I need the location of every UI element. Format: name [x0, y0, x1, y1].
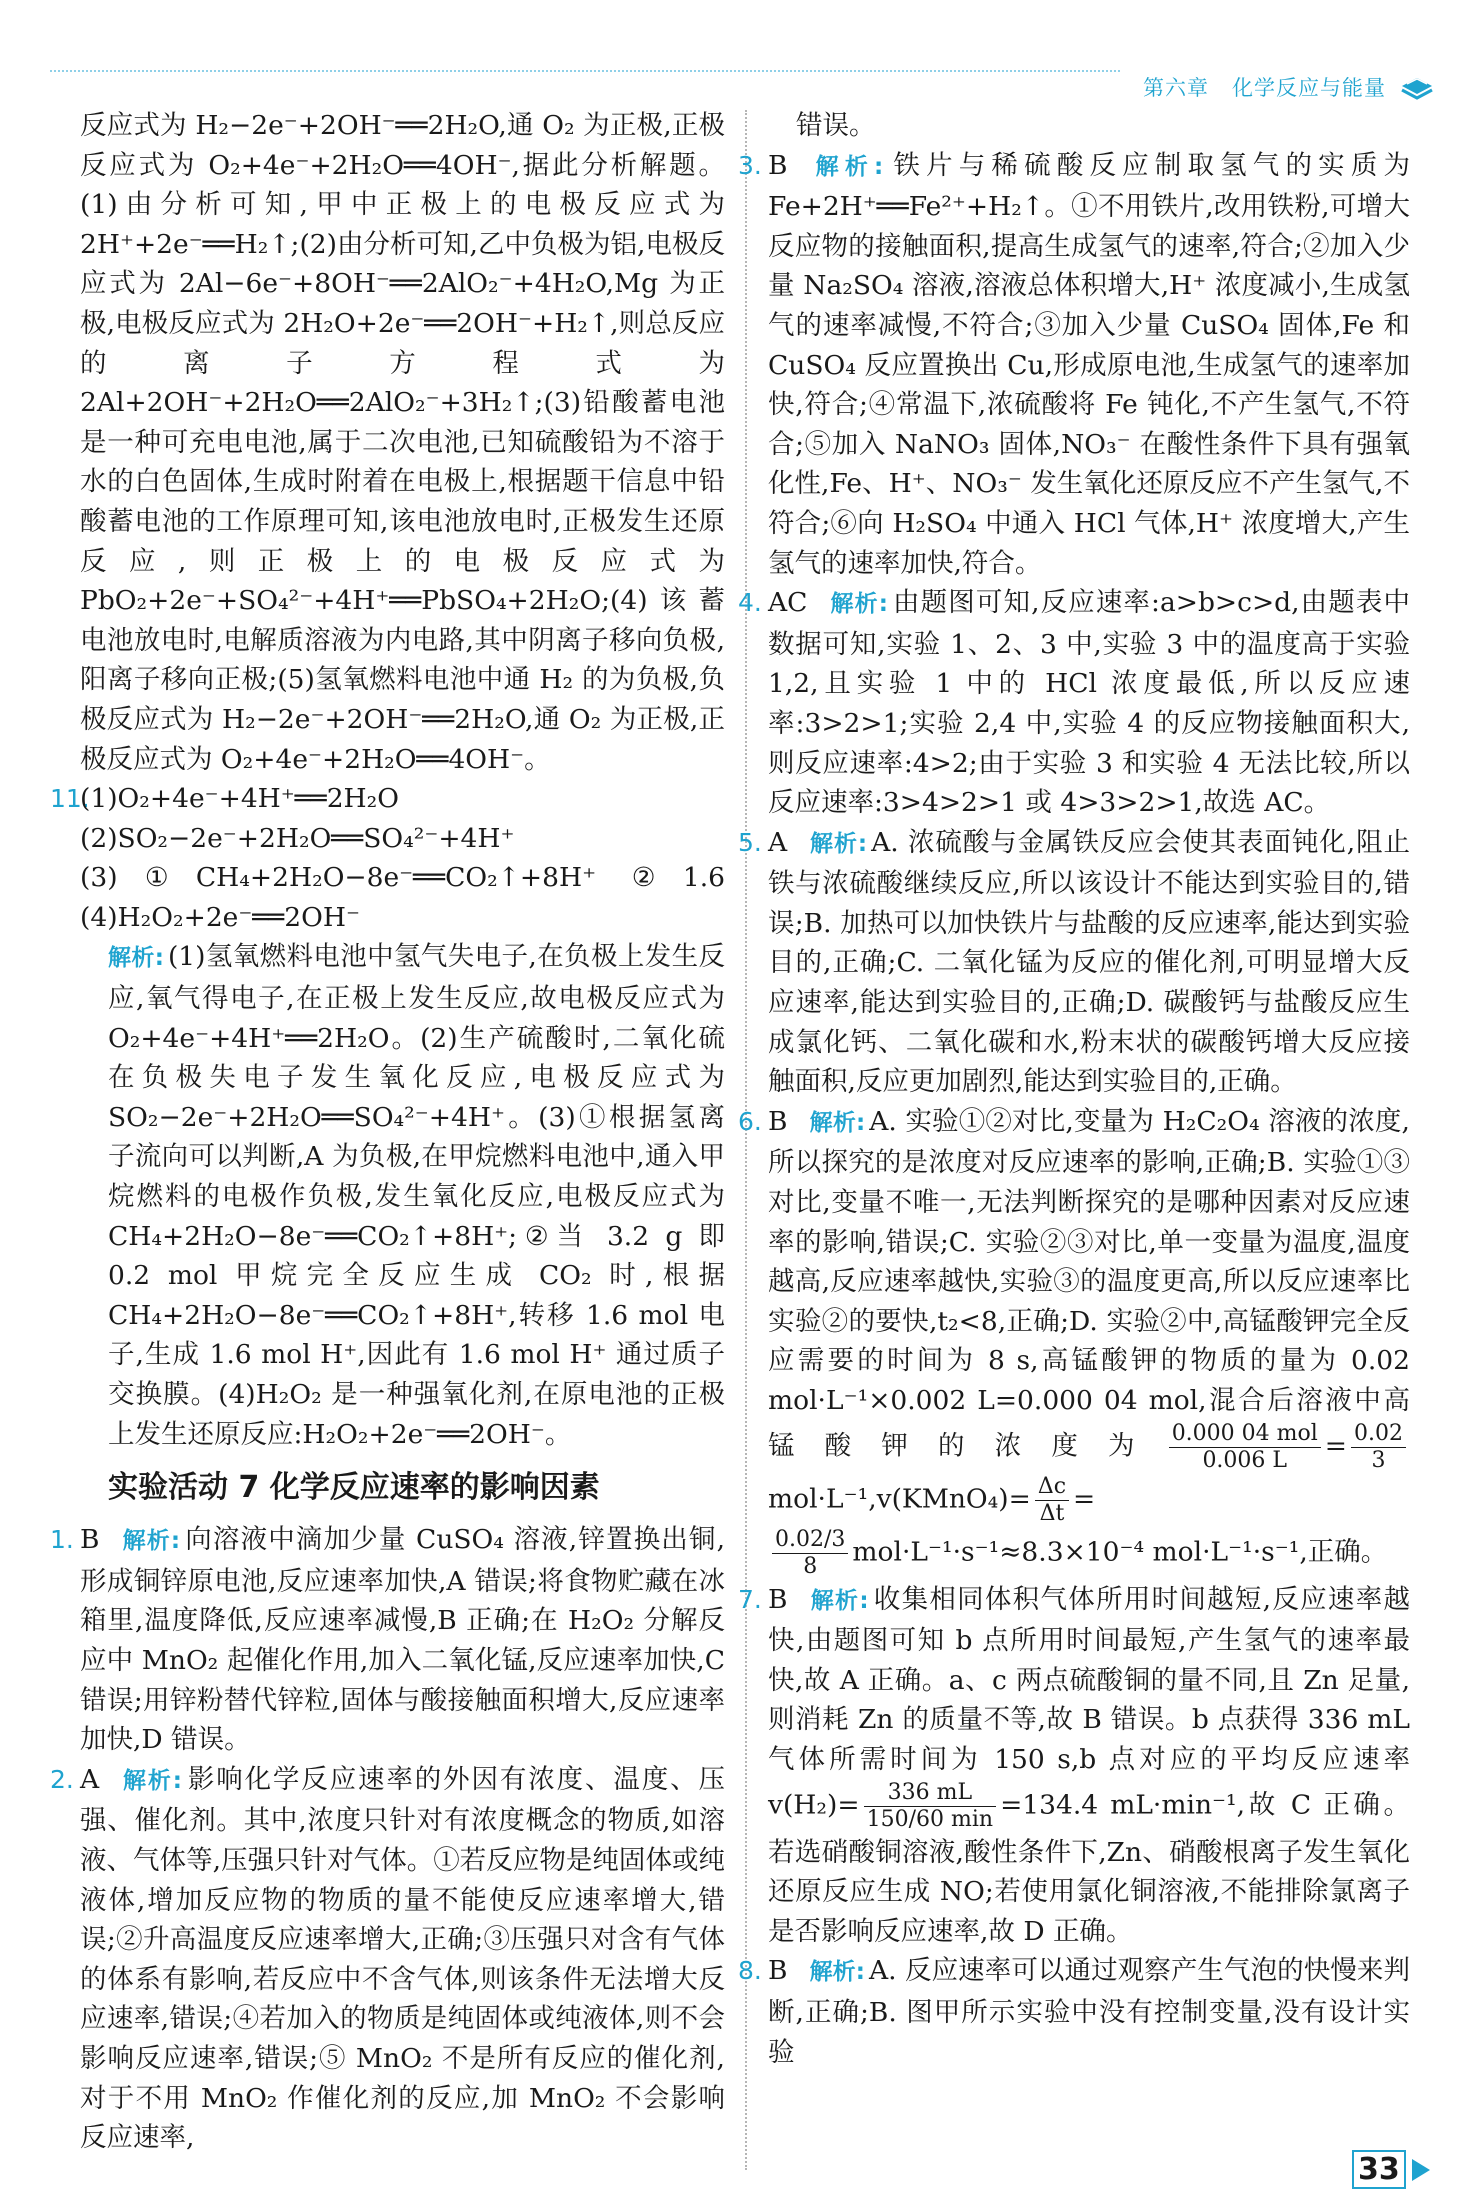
analysis-text: 134.4 mL·min⁻¹,故 C 正确。若选硝酸铜溶液,酸性条件下,Zn、硝酸根离子发生氧化还原反应生成 NO;若使用氯化铜溶液,不能排除氯离子是否影响反应速率,故 D 正确。 [768, 1789, 1410, 1947]
header-chapter-title [1143, 72, 1386, 102]
fraction-denominator: 150/60 min [866, 1806, 994, 1832]
fraction-numerator: 0.02/3 [772, 1527, 848, 1554]
left-column [50, 106, 726, 2158]
page-number: 33 [1352, 2150, 1406, 2189]
analysis-text: mol·L⁻¹,v(KMnO₄)= [768, 1483, 1031, 1515]
analysis-text: (1)氢氧燃料电池中氢气失电子,在负极上发生反应,氧气得电子,在正极上发生反应,故电极反应式为 O₂+4e⁻+4H⁺══2H₂O。(2)生产硫酸时,二氧化硫在负极失电子发生氧化反应,电极反应式为 SO₂−2e⁻+2H₂O══SO₄²⁻+4H⁺。(3)①根据氢离子流向可以判断,A 为负极,在甲烷燃料电池中,通入甲烷燃料的电极作负极,发生氧化反应,电极反应式为 CH₄+2H₂O−8e⁻══CO₂↑+8H⁺;②当 3.2 g 即 0.2 mol 甲烷完全反应生成 CO₂ 时,根据 CH₄+2H₂O−8e⁻══CO₂↑+8H⁺,转移 1.6 mol 电子,生成 1.6 mol H⁺,因此有 1.6 mol H⁺ 通过质子交换膜。(4)H₂O₂ 是一种强氧化剂,在原电池的正极上发生还原反应:H₂O₂+2e⁻══2OH⁻。 [108, 941, 726, 1450]
chapter-label: 第六章 [1142, 76, 1209, 100]
question-4 [738, 583, 1410, 823]
analysis-label: 解析: [121, 1528, 181, 1555]
question-11-analysis [80, 937, 725, 1454]
right-column [738, 106, 1411, 2072]
question-number: 4. [738, 588, 762, 618]
fraction [1351, 1421, 1406, 1474]
analysis-label: 解析: [121, 1767, 182, 1794]
analysis-text: A. 浓硫酸与金属铁反应会使其表面钝化,阻止铁与浓硫酸继续反应,所以该设计不能达到实验目的,错误;B. 加热可以加快铁片与盐酸的反应速率,能达到实验目的,正确;C. 二氧化锰为反应的催化剂,可明显增大反应速率,能达到实验目的,正确;D. 碳酸钙与盐酸反应生成氯化钙、二氧化碳和水,粉末状的碳酸钙增大反应接触面积,反应更加剧烈,能达到实验目的,正确。 [768, 826, 1410, 1098]
fraction-numerator: 0.000 04 mol [1169, 1421, 1321, 1448]
analysis-text: A. 反应速率可以通过观察产生气泡的快慢来判断,正确;B. 图甲所示实验中没有控制变量,没有设计实验 [768, 1955, 1411, 2068]
question-11 [50, 779, 725, 937]
question-number: 8. [738, 1956, 762, 1986]
answer: B [768, 1105, 788, 1137]
answer: AC [768, 587, 808, 619]
question-8 [738, 1951, 1411, 2072]
question-number: 1. [50, 1525, 74, 1555]
question-number: 7. [738, 1584, 762, 1614]
answer: (1)O₂+4e⁻+4H⁺══2H₂O (2)SO₂−2e⁻+2H₂O══SO₄²⁻+4H⁺ (3)①CH₄+2H₂O−8e⁻══CO₂↑+8H⁺ ②1.6 (4)H₂O₂+2e⁻══2OH⁻ [80, 783, 725, 933]
equals-sign: = [1000, 1789, 1023, 1821]
fraction-numerator: 0.02 [1351, 1421, 1406, 1448]
analysis-label: 解析: [829, 591, 888, 618]
analysis-text: 由题图可知,反应速率:a>b>c>d,由题表中数据可知,实验 1、2、3 中,实验 3 中的温度高于实验 1,2,且实验 1 中的 HCl 浓度最低,所以反应速率:3>2>1;实验 2,4 中,实验 4 的反应物接触面积大,则反应速率:4>2;由于实验 3 和实验 4 无法比较,所以反应速率:3>4>2>1 或 4>3>2>1,故选 AC。 [768, 587, 1410, 819]
analysis-label: 解析: [809, 153, 884, 180]
analysis-label: 解析: [809, 1959, 865, 1986]
answer: B [80, 1524, 100, 1556]
question-number: 11. [50, 784, 90, 814]
fraction [772, 1527, 848, 1580]
analysis-label: 解析: [809, 1587, 869, 1614]
question-number: 2. [50, 1764, 74, 1794]
fraction-denominator: Δt [1039, 1500, 1065, 1526]
analysis-text: 影响化学反应速率的外因有浓度、温度、压强、催化剂。其中,浓度只针对有浓度概念的物质,如溶液、气体等,压强只针对气体。①若反应物是纯固体或纯液体,增加反应物的物质的量不能使反应速率增大,错误;②升高温度反应速率增大,正确;③压强只对含有气体的体系有影响,若反应中不含气体,则该条件无法增大反应速率,错误;④若加入的物质是纯固体或纯液体,则不会影响反应速率,错误;⑤ MnO₂ 不是所有反应的催化剂,对于不用 MnO₂ 作催化剂的反应,加 MnO₂ 不会影响反应速率, [80, 1763, 725, 2154]
question-6 [738, 1102, 1410, 1580]
question-number: 6. [738, 1106, 762, 1136]
answer: B [768, 1583, 788, 1615]
analysis-text: 收集相同体积气体所用时间越短,反应速率越快,由题图可知 b 点所用时间最短,产生氢气的速率最快,故 A 正确。a、c 两点硫酸铜的量不同,且 Zn 足量,则消耗 Zn 的质量不等,故 B 错误。b 点获得 336 mL 气体所需时间为 150 s,b 点对应的平均反应速率 v(H₂)= [768, 1583, 1410, 1821]
fraction [1169, 1421, 1321, 1474]
book-stack-icon [1398, 68, 1436, 102]
analysis-text: 铁片与稀硫酸反应制取氢气的实质为 Fe+2H⁺══Fe²⁺+H₂↑。①不用铁片,改用铁粉,可增大反应物的接触面积,提高生成氢气的速率,符合;②加入少量 Na₂SO₄ 溶液,溶液总体积增大,H⁺ 浓度减小,生成氢气的速率减慢,不符合;③加入少量 CuSO₄ 固体,Fe 和 CuSO₄ 反应置换出 Cu,形成原电池,生成氢气的速率加快,符合;④常温下,浓硫酸将 Fe 钝化,不产生氢气,不符合;⑤加入 NaNO₃ 固体,NO₃⁻ 在酸性条件下具有强氧化性,Fe、H⁺、NO₃⁻ 发生氧化还原反应不产生氢气,不符合;⑥向 H₂SO₄ 中通入 HCl 气体,H⁺ 浓度增大,产生氢气的速率加快,符合。 [768, 149, 1411, 579]
q10-analysis-continued: 反应式为 H₂−2e⁻+2OH⁻══2H₂O,通 O₂ 为正极,正极反应式为 O₂+4e⁻+2H₂O══4OH⁻,据此分析解题。(1)由分析可知,甲中正极上的电极反应式为 2H⁺+2e⁻══H₂↑;(2)由分析可知,乙中负极为铝,电极反应式为 2Al−6e⁻+8OH⁻══2AlO₂⁻+4H₂O,Mg 为正极,电极反应式为 2H₂O+2e⁻══2OH⁻+H₂↑,则总反应的离子方程式为 2Al+2OH⁻+2H₂O══2AlO₂⁻+3H₂↑;(3)铅酸蓄电池是一种可充电电池,属于二次电池,已知硫酸铅为不溶于水的白色固体,生成时附着在电极上,根据题干信息中铅酸蓄电池的工作原理可知,该电池放电时,正极发生还原反应,则正极上的电极反应式为 PbO₂+2e⁻+SO₄²⁻+4H⁺══PbSO₄+2H₂O;(4)该蓄电池放电时,电解质溶液为内电路,其中阴离子移向负极,阳离子移向正极;(5)氢氧燃料电池中通 H₂ 的为负极,负极反应式为 H₂−2e⁻+2OH⁻══2H₂O,通 O₂ 为正极,正极反应式为 O₂+4e⁻+2H₂O══4OH⁻。 [80, 110, 725, 775]
answer: B [768, 1955, 788, 1987]
question-number: 5. [738, 827, 762, 857]
fraction-denominator: 0.006 L [1202, 1447, 1288, 1473]
analysis-text: 向溶液中滴加少量 CuSO₄ 溶液,锌置换出铜,形成铜锌原电池,反应速率加快,A 错误;将食物贮藏在冰箱里,温度降低,反应速率减慢,B 正确;在 H₂O₂ 分解反应中 MnO₂ 起催化作用,加入二氧化锰,反应速率加快,C 错误;用锌粉替代锌粒,固体与酸接触面积增大,反应速率加快,D 错误。 [80, 1524, 726, 1756]
equals-sign: = [1073, 1483, 1096, 1515]
page-corner-icon [1410, 2155, 1432, 2185]
fraction [1035, 1474, 1069, 1527]
analysis-label: 解析: [108, 945, 164, 972]
equals-sign: = [1324, 1430, 1348, 1462]
analysis-text: A. 实验①②对比,变量为 H₂C₂O₄ 溶液的浓度,所以探究的是浓度对反应速率的影响,正确;B. 实验①③对比,变量不唯一,无法判断探究的是哪种因素对反应速率的影响,错误;C. 实验②③对比,单一变量为温度,温度越高,反应速率越快,实验③的温度更高,所以反应速率比实验②的要快,t₂<8,正确;D. 实验②中,高锰酸钾完全反应需要的时间为 8 s,高锰酸钾的物质的量为 0.02 mol·L⁻¹×0.002 L=0.000 04 mol,混合后溶液中高锰酸钾的浓度为 [768, 1105, 1410, 1462]
fraction-numerator: Δc [1035, 1474, 1069, 1501]
analysis-label: 解析: [809, 830, 868, 857]
fraction [864, 1780, 996, 1833]
question-5 [738, 823, 1410, 1102]
analysis-text: mol·L⁻¹·s⁻¹≈8.3×10⁻⁴ mol·L⁻¹·s⁻¹,正确。 [852, 1536, 1388, 1568]
fraction-denominator: 8 [803, 1553, 818, 1579]
fraction-denominator: 3 [1371, 1447, 1386, 1473]
question-1 [50, 1520, 726, 1760]
analysis-label: 解析: [809, 1109, 866, 1136]
answer: A [768, 826, 788, 858]
answer: A [80, 1763, 100, 1795]
question-7 [738, 1580, 1410, 1952]
question-3 [738, 146, 1411, 584]
carryover-text: 错误。 [796, 110, 876, 141]
answer: B [768, 149, 788, 181]
fraction-numerator: 336 mL [864, 1780, 996, 1807]
section-title: 实验活动 7 化学反应速率的影响因素 [108, 1470, 600, 1506]
chapter-title: 化学反应与能量 [1232, 76, 1386, 100]
question-2 [50, 1760, 725, 2158]
question-number: 3. [738, 150, 762, 180]
header-rule [50, 70, 1120, 72]
